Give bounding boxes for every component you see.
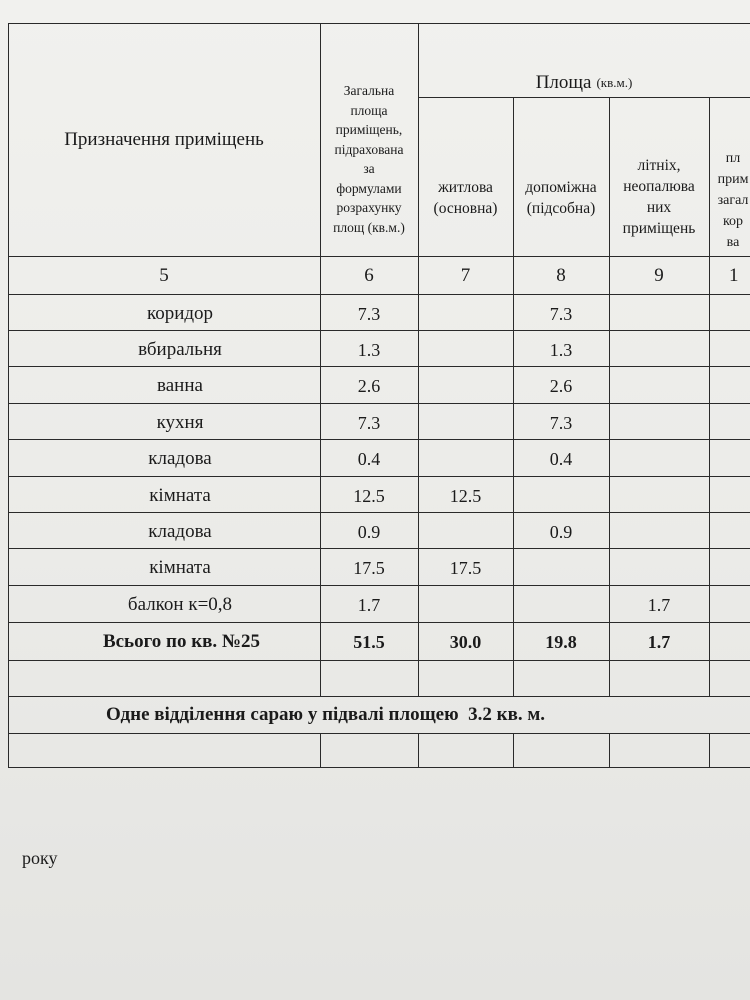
totals-living	[418, 624, 513, 660]
row-2-total	[320, 332, 418, 368]
grid-line	[8, 767, 750, 768]
header-total-area	[320, 74, 418, 244]
row-6-total-text: 12.5	[353, 485, 385, 506]
h8-line: (підсобна)	[526, 200, 596, 217]
row-5-name-text: кладова	[148, 448, 212, 469]
h9-line: приміщень	[622, 220, 696, 237]
col-number-8	[513, 258, 609, 294]
row-8-living-text: 17.5	[449, 557, 482, 578]
h7-line: житлова	[438, 179, 493, 196]
col-number-6-label: 6	[364, 265, 374, 286]
col-number-7-label: 7	[460, 265, 471, 286]
header-purpose	[8, 24, 320, 256]
row-1-aux-text: 7.3	[549, 303, 573, 324]
grid-line	[709, 733, 710, 767]
row-1-aux	[513, 296, 609, 332]
row-3-name	[8, 368, 336, 404]
row-3-living	[418, 368, 513, 404]
col-number-9-label: 9	[654, 265, 664, 286]
row-5-name	[8, 441, 336, 477]
row-7-name-text: кладова	[148, 521, 212, 542]
h6-line: площа	[350, 102, 388, 118]
totals-label	[8, 624, 320, 660]
header-purpose-label: Призначення приміщень	[64, 129, 264, 150]
totals-summer	[609, 624, 709, 660]
h6-line: площ (кв.м.)	[333, 219, 405, 235]
row-1-living	[418, 296, 513, 332]
row-7-total-text: 0.9	[357, 521, 381, 542]
totals-name: Всього по кв. №25	[102, 631, 260, 652]
header-aux-area	[513, 170, 609, 226]
h6-line: Загальна	[343, 83, 395, 98]
row-6-name	[8, 478, 336, 514]
row-2-living	[418, 332, 513, 368]
row-2-summer	[609, 332, 709, 368]
header-summer-area	[609, 152, 709, 242]
row-2-total-text: 1.3	[357, 339, 381, 360]
h9-line: неопалюва	[623, 178, 695, 195]
row-8-total	[320, 550, 418, 586]
area-group-title: Площа	[535, 72, 592, 93]
row-5-aux-text: 0.4	[549, 448, 573, 469]
h10-line: кор	[722, 214, 744, 229]
basement-note	[8, 698, 750, 732]
grid-line	[8, 294, 750, 295]
h9-line: них	[646, 199, 672, 216]
row-4-total-text: 7.3	[357, 412, 381, 433]
h6-line: за	[363, 161, 375, 176]
grid-line	[418, 733, 419, 767]
row-9-total	[320, 587, 418, 623]
row-7-name	[8, 514, 336, 550]
basement-note-text: Одне відділення сараю у підвалі площею 3.2 кв. м.	[106, 704, 546, 725]
row-6-total	[320, 478, 418, 514]
row-3-name-text: ванна	[157, 375, 203, 396]
row-4-aux-text: 7.3	[549, 412, 573, 433]
row-9-name-text: балкон к=0,8	[127, 594, 233, 615]
col-number-7	[418, 258, 513, 294]
h10-line: пл	[725, 151, 741, 166]
row-3-summer	[609, 368, 709, 404]
row-8-total-text: 17.5	[353, 557, 385, 578]
h10-line: ва	[726, 235, 740, 250]
row-1-total-text: 7.3	[357, 303, 381, 324]
row-4-living	[418, 405, 513, 441]
totals-total	[320, 624, 418, 660]
row-7-aux	[513, 514, 609, 550]
row-5-living	[418, 441, 513, 477]
row-9-aux	[513, 587, 609, 623]
row-8-name-text: кімната	[149, 557, 211, 578]
row-1-name	[8, 296, 336, 332]
h6-line: приміщень,	[335, 122, 403, 137]
row-3-total	[320, 368, 418, 404]
h9-line: літніх,	[637, 157, 681, 174]
row-2-name	[8, 332, 336, 368]
row-5-total-text: 0.4	[357, 448, 381, 469]
row-9-total-text: 1.7	[357, 594, 381, 615]
col-number-5	[8, 258, 320, 294]
row-8-living	[418, 550, 513, 586]
totals-living-value: 30.0	[449, 631, 482, 652]
row-9-summer	[609, 587, 709, 623]
row-6-living-text: 12.5	[449, 485, 482, 506]
row-5-aux	[513, 441, 609, 477]
row-3-aux	[513, 368, 609, 404]
row-6-name-text: кімната	[149, 485, 211, 506]
totals-aux-value: 19.8	[545, 631, 577, 652]
row-2-name-text: вбиральня	[138, 339, 222, 360]
col-number-8-label: 8	[556, 265, 566, 286]
grid-line	[320, 733, 321, 767]
col-number-10	[709, 258, 750, 294]
row-9-summer-text: 1.7	[647, 594, 671, 615]
row-2-aux-text: 1.3	[549, 339, 573, 360]
row-1-summer	[609, 296, 709, 332]
row-5-summer	[609, 441, 709, 477]
row-7-living	[418, 514, 513, 550]
row-4-name	[8, 405, 336, 441]
totals-summer-value: 1.7	[647, 631, 671, 652]
grid-line	[609, 733, 610, 767]
row-1-name-text: коридор	[146, 303, 214, 324]
row-4-aux	[513, 405, 609, 441]
row-6-summer	[609, 478, 709, 514]
footer-year-text: року	[22, 848, 58, 868]
row-3-total-text: 2.6	[357, 375, 381, 396]
totals-total-value: 51.5	[353, 631, 385, 652]
h7-line: (основна)	[433, 200, 498, 217]
h6-line: формулами	[336, 180, 402, 196]
row-7-summer	[609, 514, 709, 550]
totals-aux	[513, 624, 609, 660]
row-2-aux	[513, 332, 609, 368]
row-8-name	[8, 550, 336, 586]
row-7-aux-text: 0.9	[549, 521, 573, 542]
h10-line: прим	[717, 172, 749, 187]
col-number-9	[609, 258, 709, 294]
col-number-5-label: 5	[159, 265, 169, 286]
row-6-living	[418, 478, 513, 514]
row-8-summer	[609, 550, 709, 586]
grid-line	[513, 733, 514, 767]
row-4-name-text: кухня	[156, 412, 204, 433]
header-other-area	[709, 148, 750, 250]
header-area-group	[418, 68, 750, 98]
row-4-summer	[609, 405, 709, 441]
h6-line: підрахована	[334, 141, 404, 157]
h6-line: розрахунку	[336, 200, 402, 215]
header-living-area	[418, 170, 513, 226]
col-number-10-label: 1	[729, 265, 739, 286]
row-4-total	[320, 405, 418, 441]
row-9-living	[418, 587, 513, 623]
row-6-aux	[513, 478, 609, 514]
grid-line	[8, 256, 750, 257]
row-9-name	[8, 587, 336, 623]
grid-line	[8, 696, 750, 697]
row-8-aux	[513, 550, 609, 586]
h8-line: допоміжна	[525, 179, 597, 196]
grid-line	[8, 733, 750, 734]
area-group-unit: (кв.м.)	[596, 75, 633, 90]
col-number-6	[320, 258, 418, 294]
grid-line	[8, 660, 750, 661]
row-3-aux-text: 2.6	[549, 375, 573, 396]
row-5-total	[320, 441, 418, 477]
row-7-total	[320, 514, 418, 550]
row-1-total	[320, 296, 418, 332]
h10-line: загал	[717, 193, 749, 208]
